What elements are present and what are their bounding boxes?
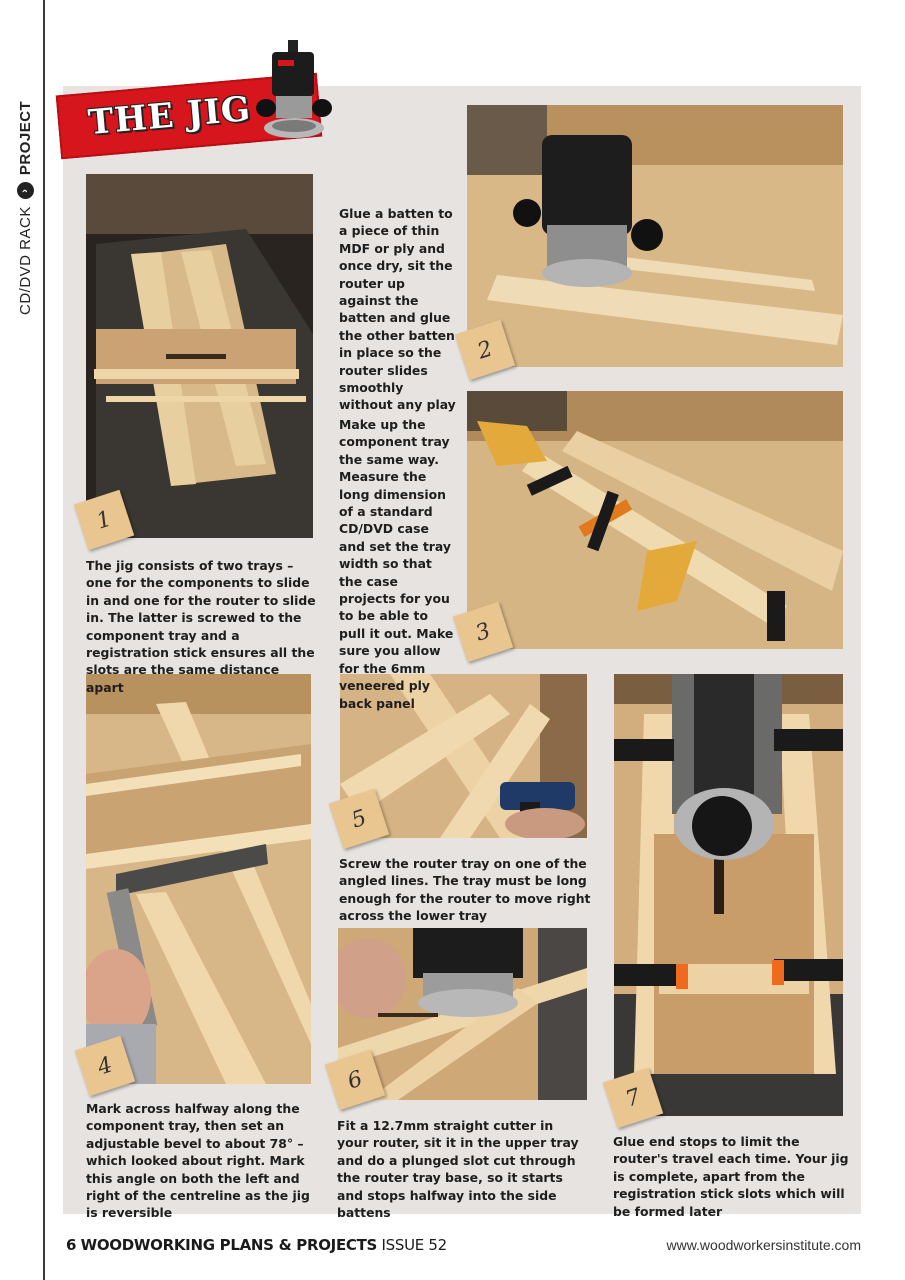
footer-folio [66, 1236, 447, 1254]
photo-step-4 [86, 674, 311, 1084]
magazine-title: WOODWORKING PLANS & PROJECTS [80, 1236, 378, 1254]
caption-step-3: Make up the component tray the same way. Measure the long dimension of a standard CD/DVD case and set the tray width so that the case projects for you to be able to pull it out. Make sure you allow for the 6mm veneered ply back panel [339, 417, 454, 711]
photo-step-2 [467, 105, 843, 367]
router-icon [254, 40, 334, 150]
section-name: CD/DVD RACK [16, 206, 34, 315]
caption-step-4: Mark across halfway along the component tray, then set an adjustable bevel to about 78° – which looked about right. Mark this angle on both the left and right of the centreline as the jig is reversible [86, 1101, 310, 1221]
title-banner [58, 76, 330, 156]
step-number-tag: 6 [325, 1050, 385, 1110]
caption-step-1: The jig consists of two trays – one for the components to slide in and one for the router to slide in. The latter is screwed to the component tray and a registration stick ensures all the slots are the same distance apart [86, 558, 316, 695]
page-number: 6 [66, 1236, 77, 1254]
website-url: www.woodworkersinstitute.com [666, 1237, 861, 1253]
step-number-tag: 5 [329, 789, 389, 849]
caption-step-6: Fit a 12.7mm straight cutter in your router, sit it in the upper tray and do a plunged slot cut through the router tray base, so it starts and stops halfway into the side battens [337, 1118, 579, 1221]
step-number-tag: 3 [453, 602, 513, 662]
step-number-tag: 7 [603, 1068, 663, 1128]
section-label [14, 75, 36, 315]
step-number-tag: 2 [455, 320, 515, 380]
step-number-tag: 4 [75, 1036, 135, 1096]
category-name: PROJECT [16, 100, 34, 176]
photo-step-7 [614, 674, 843, 1116]
issue-label: ISSUE 52 [381, 1236, 447, 1254]
caption-step-2: Glue a batten to a piece of thin MDF or ply and once dry, sit the router up against the batten and glue the other batten in place so the router slides smoothly without any play [339, 206, 456, 413]
side-rule [43, 0, 45, 1280]
step-number-tag: 1 [74, 490, 134, 550]
caption-step-7: Glue end stops to limit the router's travel each time. Your jig is complete, apart from the registration stick slots which will be formed later [613, 1134, 849, 1219]
photo-step-1 [86, 174, 313, 538]
caption-step-5: Screw the router tray on one of the angled lines. The tray must be long enough for the router to move right across the lower tray [339, 856, 591, 924]
banner-title: THE JIG [86, 88, 253, 144]
chevron-right-icon: › [17, 182, 34, 199]
photo-step-3 [467, 391, 843, 649]
